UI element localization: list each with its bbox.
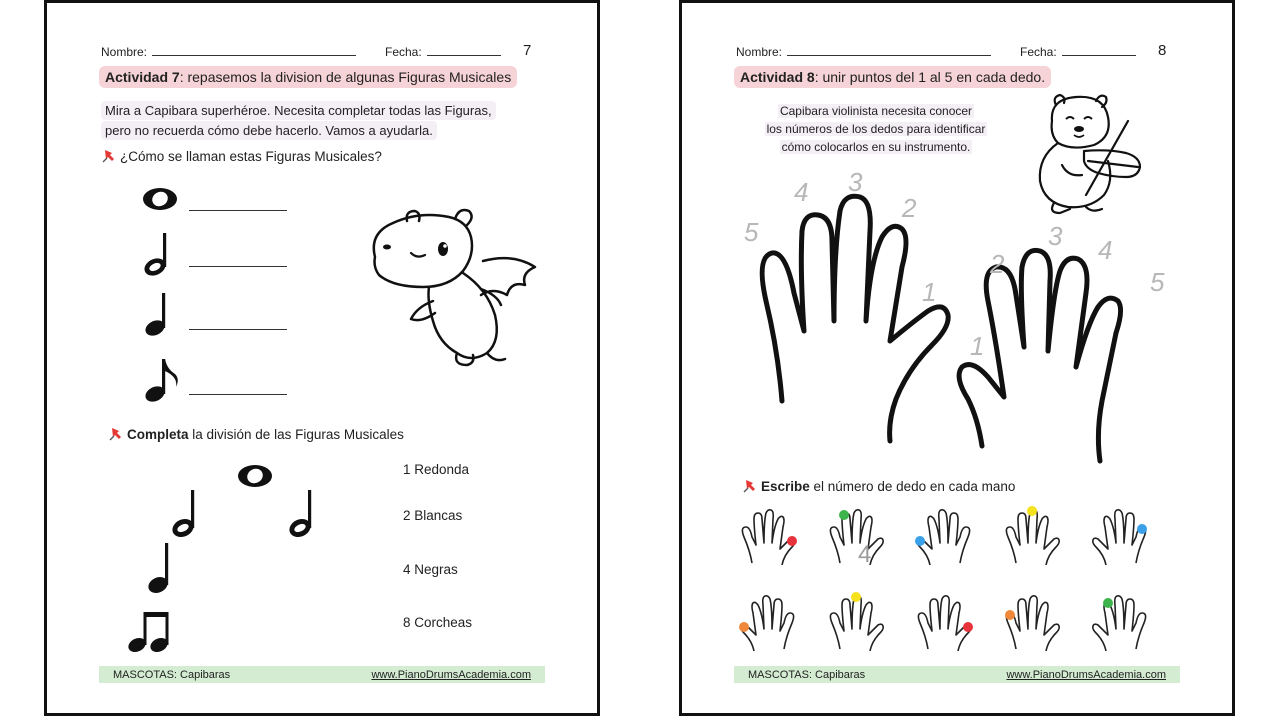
mini-hand-left[interactable] — [1002, 593, 1062, 653]
dotted-finger-number: 3 — [1048, 221, 1063, 251]
date-row — [385, 43, 501, 59]
name-row — [101, 43, 356, 59]
finger-dot — [915, 536, 925, 546]
mini-hand-left[interactable] — [826, 507, 886, 567]
date-line[interactable] — [427, 43, 501, 56]
worksheet-page-8 — [679, 0, 1235, 716]
dotted-finger-number: 3 — [848, 167, 863, 197]
page-footer — [99, 666, 545, 683]
activity-title-rest: : unir puntos del 1 al 5 en cada dedo. — [814, 69, 1046, 85]
name-label: Nombre: — [101, 45, 148, 59]
quarter-note-icon — [144, 291, 176, 337]
mini-hand-right[interactable] — [1090, 593, 1150, 653]
division-label: 8 Corcheas — [403, 615, 473, 630]
dotted-finger-number: 4 — [794, 177, 809, 207]
answer-line[interactable] — [189, 393, 287, 395]
activity-title — [99, 66, 517, 88]
intro-line: Mira a Capibara superhéroe. Necesita completar todas las Figuras, — [101, 101, 496, 120]
dotted-finger-number: 4 — [1098, 235, 1113, 265]
name-line[interactable] — [152, 43, 356, 56]
dotted-finger-number: 2 — [990, 249, 1005, 279]
hand-outline — [918, 596, 971, 651]
dotted-finger-number: 2 — [902, 193, 917, 223]
mini-hand-left[interactable] — [914, 593, 974, 653]
completa-row — [109, 427, 404, 442]
hand-outline — [1006, 596, 1059, 651]
violin-intro-line: los números de los dedos para identificar — [766, 122, 986, 136]
mini-hands-grid — [738, 507, 1178, 657]
violin-intro-line: Capibara violinista necesita conocer — [779, 104, 973, 118]
hand-outline — [1006, 510, 1059, 565]
completa-bold: Completa — [127, 427, 189, 442]
capybara-superhero-illustration — [363, 203, 543, 373]
dotted-finger-number: 5 — [1150, 267, 1165, 297]
quarter-note-icon — [147, 541, 179, 595]
activity-title-bold: Actividad 7 — [105, 69, 180, 85]
finger-dot — [851, 592, 861, 602]
dotted-finger-number: 1 — [970, 331, 985, 361]
escribe-bold: Escribe — [761, 479, 810, 494]
example-finger-number: 4 — [858, 541, 872, 568]
mini-hand-left[interactable] — [826, 593, 886, 653]
escribe-rest: el número de dedo en cada mano — [809, 479, 1016, 494]
date-line[interactable] — [1062, 43, 1136, 56]
worksheet-page-7 — [44, 0, 600, 716]
pushpin-icon — [102, 149, 116, 163]
activity-title-rest: : repasemos la division de algunas Figuras Musicales — [179, 69, 512, 85]
date-label: Fecha: — [1020, 45, 1057, 59]
beamed-eighth-notes-icon — [127, 607, 175, 655]
page-footer — [734, 666, 1180, 683]
pushpin-icon — [109, 427, 123, 441]
hand-outline — [1093, 510, 1146, 565]
mini-hand-left[interactable] — [738, 507, 798, 567]
half-note-icon — [170, 488, 206, 540]
answer-line[interactable] — [189, 209, 287, 211]
violin-intro-text — [746, 102, 1006, 156]
finger-dot — [1103, 598, 1113, 608]
hand-outline — [742, 510, 795, 565]
hands-dot-to-dot-illustration — [742, 167, 1182, 471]
name-line[interactable] — [787, 43, 991, 56]
mini-hand-right[interactable] — [914, 507, 974, 567]
violin-intro-line: cómo colocarlos en su instrumento. — [781, 140, 971, 154]
hand-outline — [917, 510, 970, 565]
page-number: 8 — [1158, 42, 1167, 59]
hand-outline — [830, 510, 883, 565]
division-label: 1 Redonda — [403, 462, 470, 477]
finger-dot — [963, 622, 973, 632]
half-note-icon — [287, 488, 323, 540]
finger-dot — [1027, 506, 1037, 516]
finger-dot — [739, 622, 749, 632]
footer-label: MASCOTAS: Capibaras — [748, 668, 866, 681]
half-note-icon — [142, 231, 178, 277]
completa-rest: la división de las Figuras Musicales — [188, 427, 404, 442]
whole-note-icon — [235, 461, 275, 491]
pushpin-icon — [743, 479, 757, 493]
footer-label: MASCOTAS: Capibaras — [113, 668, 231, 681]
mini-hand-left[interactable] — [1002, 507, 1062, 567]
intro-text — [101, 101, 496, 140]
dotted-finger-number: 5 — [744, 217, 759, 247]
dotted-finger-number: 1 — [922, 277, 937, 307]
date-label: Fecha: — [385, 45, 422, 59]
finger-dot — [787, 536, 797, 546]
activity-title — [734, 66, 1051, 88]
whole-note-icon — [140, 183, 180, 215]
division-label: 2 Blancas — [403, 508, 463, 523]
answer-line[interactable] — [189, 265, 287, 267]
question-text: ¿Cómo se llaman estas Figuras Musicales? — [120, 149, 382, 164]
finger-dot — [1137, 524, 1147, 534]
mini-hand-right[interactable] — [1090, 507, 1150, 567]
hand-outline — [1093, 596, 1146, 651]
finger-dot — [839, 510, 849, 520]
footer-website-link[interactable]: www.PianoDrumsAcademia.com — [1006, 668, 1166, 681]
question-row — [102, 149, 382, 164]
page-number: 7 — [523, 42, 532, 59]
activity-title-bold: Actividad 8 — [740, 69, 815, 85]
division-label: 4 Negras — [403, 562, 458, 577]
name-label: Nombre: — [736, 45, 783, 59]
intro-line: pero no recuerda cómo debe hacerlo. Vamos a ayudarla. — [101, 121, 437, 140]
footer-website-link[interactable]: www.PianoDrumsAcademia.com — [371, 668, 531, 681]
finger-dot — [1005, 610, 1015, 620]
hand-outline — [741, 596, 794, 651]
answer-line[interactable] — [189, 328, 287, 330]
date-row — [1020, 43, 1136, 59]
name-row — [736, 43, 991, 59]
mini-hand-right[interactable] — [738, 593, 798, 653]
escribe-row — [743, 479, 1015, 494]
hand-outline — [830, 596, 883, 651]
eighth-note-icon — [144, 357, 180, 403]
